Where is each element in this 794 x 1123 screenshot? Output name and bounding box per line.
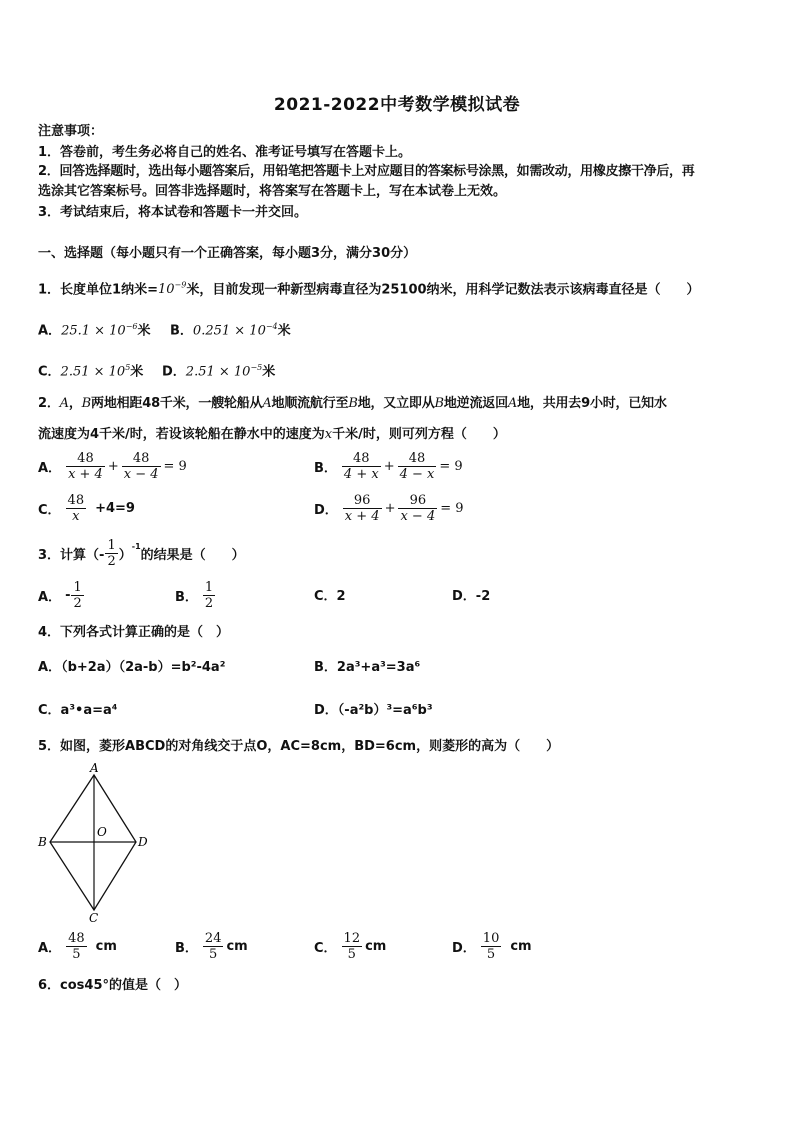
equation-rhs: = 9 — [439, 459, 463, 474]
option-letter: D． — [452, 941, 476, 956]
q2-text-1: 两地相距48千米，一艘轮船从 — [91, 396, 263, 411]
option-value: 25.1 × 10 — [61, 323, 126, 339]
denominator: 2 — [73, 596, 82, 611]
q3-stem-start: 3．计算（- — [38, 548, 105, 563]
question-1-stem — [38, 278, 700, 298]
q2-var-b: B — [434, 396, 444, 411]
q2-var-x: x — [324, 427, 333, 442]
notice-item-2-cont: 选涂其它答案标号。回答非选择题时，将答案写在答题卡上，写在本试卷上无效。 — [38, 184, 507, 199]
option-letter: A． — [38, 461, 62, 476]
q2-text-5: 地，共用去9小时，已知水 — [517, 396, 667, 411]
fraction — [343, 493, 382, 524]
notice-heading: 注意事项： — [38, 124, 104, 139]
fraction — [66, 493, 87, 524]
q4-option-c[interactable] — [38, 703, 117, 719]
denominator: x − 4 — [400, 509, 436, 524]
option-value: a³•a=a⁴ — [60, 703, 118, 718]
option-value: 0.251 × 10 — [192, 323, 266, 339]
denominator: x + 4 — [68, 467, 103, 482]
option-letter: B． — [314, 461, 337, 476]
numerator: 1 — [107, 538, 116, 553]
fraction — [481, 931, 502, 962]
q1-option-c[interactable] — [38, 360, 143, 380]
q2-var-a: A — [262, 396, 272, 411]
label-o: O — [97, 825, 107, 839]
question-5-stem: 5．如图，菱形ABCD的对角线交于点O，AC=8cm，BD=6cm，则菱形的高为（ ） — [38, 739, 560, 754]
option-letter: B． — [175, 941, 198, 956]
option-letter: B． — [314, 660, 337, 675]
q2-option-b[interactable] — [314, 451, 465, 482]
option-letter: C． — [38, 703, 61, 718]
page-title: 2021-2022中考数学模拟试卷 — [273, 95, 521, 115]
q2-var-b: B — [81, 396, 92, 411]
option-letter: D． — [452, 589, 476, 604]
numerator: 1 — [73, 580, 82, 595]
option-unit: cm — [510, 939, 532, 954]
numerator: 48 — [66, 451, 105, 467]
q2-text-7: 千米/时，则可列方程（ ） — [332, 427, 506, 442]
q3-option-d[interactable] — [452, 589, 490, 605]
option-unit: cm — [365, 939, 387, 954]
minus-sign: - — [65, 588, 71, 603]
numerator: 48 — [68, 931, 85, 946]
option-exponent: 5 — [125, 363, 131, 372]
fraction — [105, 538, 117, 569]
denominator: 4 − x — [399, 467, 435, 482]
option-exponent: −4 — [265, 322, 278, 331]
option-value: 2a³+a³=3a⁶ — [336, 660, 421, 675]
label-d: D — [138, 835, 148, 849]
fraction — [122, 451, 161, 482]
option-value: -2 — [475, 589, 491, 604]
question-3-stem — [38, 538, 245, 569]
option-unit: 米 — [277, 323, 291, 339]
plus-sign: + — [383, 459, 395, 474]
q2-text-4: 地逆流返回 — [443, 396, 508, 411]
denominator: 2 — [204, 596, 214, 611]
q2-number: 2． — [38, 396, 60, 411]
option-letter: D． — [314, 503, 338, 518]
q4-option-b[interactable] — [314, 660, 420, 676]
question-2-stem-line2 — [38, 427, 506, 443]
q1-power-base: 10 — [157, 282, 175, 298]
fraction — [398, 451, 437, 482]
equation-rhs: = 9 — [440, 501, 464, 516]
option-unit: cm — [226, 939, 248, 954]
q1-power-exp: −9 — [174, 281, 187, 290]
q2-var-a: A — [507, 396, 518, 411]
option-unit: cm — [95, 939, 117, 954]
q5-option-a[interactable] — [38, 931, 117, 962]
option-letter: C． — [38, 503, 61, 518]
q1-option-b[interactable] — [170, 319, 291, 339]
notice-item-2: 2．回答选择题时，选出每小题答案后，用铅笔把答题卡上对应题目的答案标号涂黑，如需改动，用橡皮擦干净后，再 — [38, 164, 695, 179]
numerator: 48 — [67, 493, 85, 508]
denominator: 5 — [209, 947, 218, 962]
fraction — [66, 451, 105, 482]
fraction — [71, 580, 83, 611]
plus-sign: + — [107, 459, 119, 474]
denominator: 5 — [347, 947, 356, 962]
q3-stem-end: 的结果是（ ） — [140, 548, 245, 563]
numerator: 24 — [204, 931, 222, 946]
notice-item-3: 3．考试结束后，将本试卷和答题卡一并交回。 — [38, 205, 308, 220]
option-value: 2.51 × 10 — [185, 364, 251, 380]
q2-option-a[interactable] — [38, 451, 189, 482]
option-letter: D． — [162, 364, 186, 380]
option-letter: C． — [314, 941, 337, 956]
numerator: 48 — [122, 451, 161, 467]
numerator: 48 — [342, 451, 381, 467]
q1-option-d[interactable] — [162, 360, 275, 380]
section-heading: 一、选择题（每小题只有一个正确答案，每小题3分，满分30分） — [38, 246, 417, 261]
notice-item-1: 1．答卷前，考生务必将自己的姓名、准考证号填写在答题卡上。 — [38, 145, 412, 160]
q2-text-6: 流速度为4千米/时，若设该轮船在静水中的速度为 — [38, 427, 325, 442]
fraction — [66, 931, 87, 962]
q1-option-a[interactable] — [38, 319, 151, 339]
q5-option-b[interactable] — [175, 931, 248, 962]
q3-stem-paren: ） — [118, 548, 132, 563]
label-c: C — [89, 911, 99, 925]
option-letter: A． — [38, 323, 62, 339]
option-exponent: −6 — [125, 322, 138, 331]
denominator: x — [72, 509, 80, 524]
q5-option-d[interactable] — [452, 931, 532, 962]
fraction — [203, 580, 215, 611]
q2-option-d[interactable] — [314, 493, 466, 524]
q2-var-a: A — [59, 396, 69, 411]
denominator: 2 — [107, 554, 116, 569]
equation-rhs: = 9 — [163, 459, 187, 474]
numerator: 96 — [398, 493, 437, 509]
numerator: 10 — [482, 931, 500, 946]
denominator: 5 — [72, 947, 81, 962]
fraction — [342, 931, 363, 962]
option-value: 2 — [336, 589, 346, 604]
question-4-stem: 4．下列各式计算正确的是（ ） — [38, 625, 230, 640]
label-a: A — [90, 761, 99, 775]
q2-comma: ， — [68, 396, 82, 411]
option-value: （-a²b）³=a⁶b³ — [337, 703, 433, 718]
option-letter: A． — [38, 660, 62, 675]
option-letter: C． — [38, 364, 61, 380]
q1-stem-start: 1．长度单位1纳米= — [38, 282, 158, 298]
numerator: 96 — [343, 493, 382, 509]
question-6-stem: 6．cos45°的值是（ ） — [38, 978, 188, 993]
q3-option-c[interactable] — [314, 589, 346, 605]
q1-power — [158, 282, 186, 297]
q5-option-c[interactable] — [314, 931, 386, 962]
option-unit: 米 — [262, 364, 276, 380]
option-letter: A． — [38, 941, 62, 956]
denominator: x + 4 — [344, 509, 380, 524]
fraction — [342, 451, 381, 482]
label-b: B — [38, 835, 47, 849]
q3-option-a[interactable] — [38, 580, 85, 611]
option-letter: D． — [314, 703, 338, 718]
option-value: （b+2a）（2a-b）=b²-4a² — [61, 660, 226, 675]
q1-stem-end: 米，目前发现一种新型病毒直径为25100纳米，用科学记数法表示该病毒直径是（ ） — [186, 282, 700, 298]
rhombus-diagram — [30, 760, 160, 925]
equation-rest: +4=9 — [95, 501, 135, 516]
q3-option-b[interactable] — [175, 580, 216, 611]
option-unit: 米 — [130, 364, 144, 380]
q2-var-b: B — [348, 396, 358, 411]
q4-option-d[interactable] — [314, 703, 433, 719]
denominator: 5 — [486, 947, 496, 962]
denominator: 4 + x — [343, 467, 379, 482]
numerator: 12 — [343, 931, 361, 946]
question-2-stem-line1 — [38, 396, 667, 412]
numerator: 48 — [398, 451, 437, 467]
option-letter: A． — [38, 590, 62, 605]
denominator: x − 4 — [123, 467, 159, 482]
option-exponent: −5 — [250, 363, 263, 372]
option-unit: 米 — [137, 323, 151, 339]
fraction — [398, 493, 437, 524]
q2-text-2: 地顺流航行至 — [271, 396, 349, 411]
plus-sign: + — [384, 501, 396, 516]
q3-exponent: -1 — [131, 542, 141, 551]
q2-option-c[interactable] — [38, 493, 135, 524]
option-letter: C． — [314, 589, 337, 604]
option-value: 2.51 × 10 — [60, 364, 126, 380]
option-letter: B． — [170, 323, 193, 339]
q2-text-3: 地，又立即从 — [357, 396, 435, 411]
option-letter: B． — [175, 590, 198, 605]
q4-option-a[interactable] — [38, 660, 225, 676]
numerator: 1 — [204, 580, 214, 595]
fraction — [203, 931, 224, 962]
